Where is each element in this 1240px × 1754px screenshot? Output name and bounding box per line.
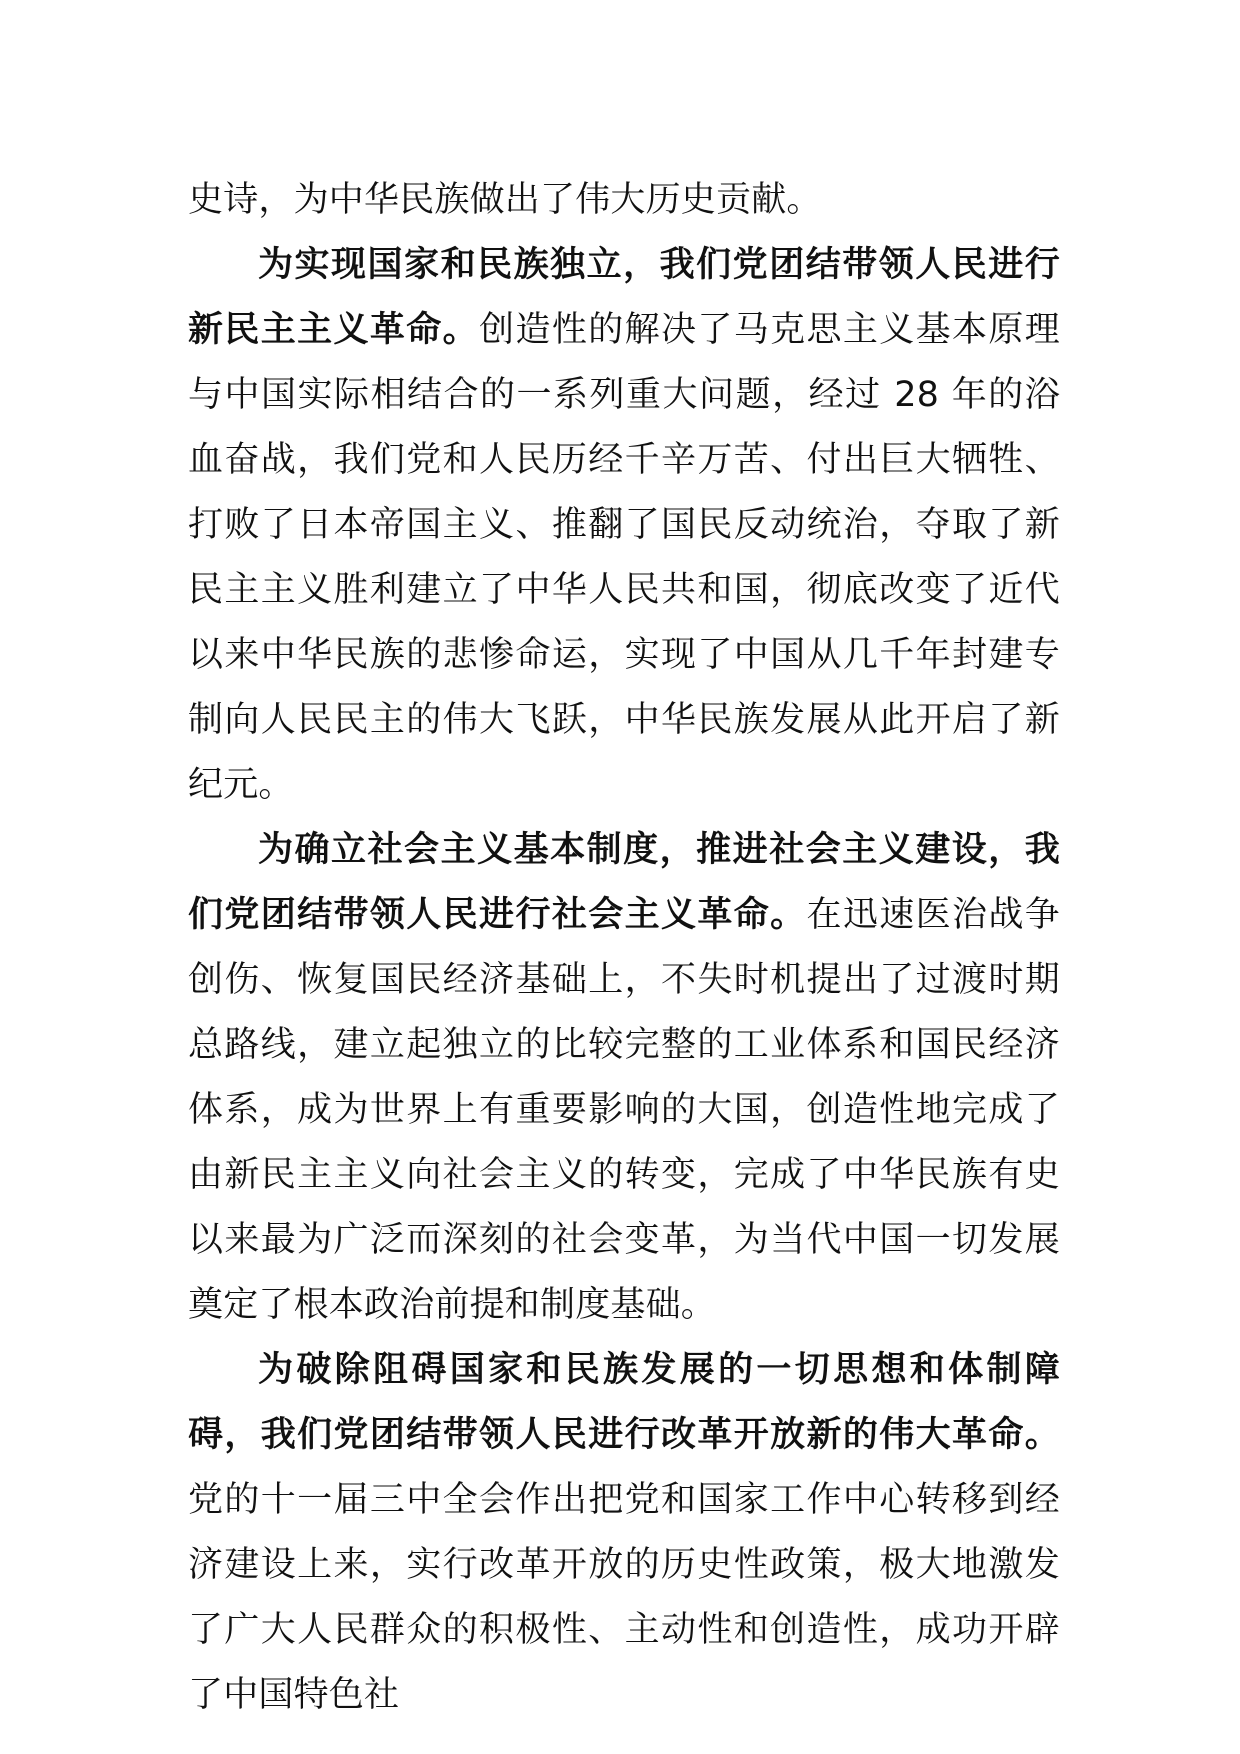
paragraph-body: 史诗，为中华民族做出了伟大历史贡献。 [188, 180, 822, 220]
paragraph-lead: 为破除阻碍国家和民族发展的一切思想和体制障碍，我们党团结带领人民进行改革开放新的伟大革命。 [188, 1350, 1060, 1455]
paragraph-reform-opening [188, 1338, 1060, 1728]
paragraph-body: 创造性的解决了马克思主义基本原理与中国实际相结合的一系列重大问题，经过 28 年的浴血奋战，我们党和人民历经千辛万苦、付出巨大牺牲、打败了日本帝国主义、推翻了国民反动统治，夺取了新民主主义胜利建立了中华人民共和国，彻底改变了近代以来中华民族的悲惨命运，实现了中国从几千年封建专制向人民民主的伟大飞跃，中华民族发展从此开启了新纪元。 [188, 310, 1060, 805]
paragraph-body: 在迅速医治战争创伤、恢复国民经济基础上，不失时机提出了过渡时期总路线，建立起独立的比较完整的工业体系和国民经济体系，成为世界上有重要影响的大国，创造性地完成了由新民主主义向社会主义的转变，完成了中华民族有史以来最为广泛而深刻的社会变革，为当代中国一切发展奠定了根本政治前提和制度基础。 [188, 895, 1060, 1325]
paragraph-body: 党的十一届三中全会作出把党和国家工作中心转移到经济建设上来，实行改革开放的历史性政策，极大地激发了广大人民群众的积极性、主动性和创造性，成功开辟了中国特色社 [188, 1480, 1060, 1715]
paragraph-lead: 为确立社会主义基本制度，推进社会主义建设，我们党团结带领人民进行社会主义革命。 [188, 830, 1060, 935]
document-page [188, 168, 1060, 1728]
paragraph-new-democratic-revolution [188, 233, 1060, 818]
paragraph-lead: 为实现国家和民族独立，我们党团结带领人民进行新民主主义革命。 [188, 245, 1060, 350]
paragraph-socialist-revolution [188, 818, 1060, 1338]
paragraph-continuation [188, 168, 1060, 233]
